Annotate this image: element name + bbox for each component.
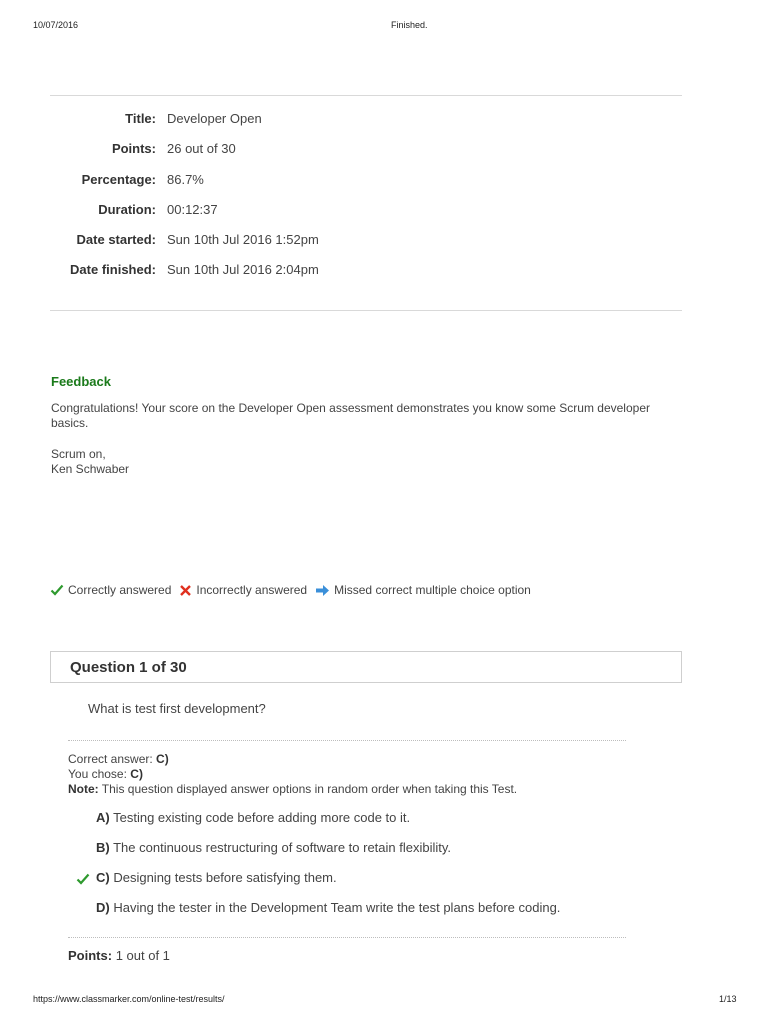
correct-answer-value: C)	[156, 752, 169, 766]
points-value: 1 out of 1	[115, 948, 170, 963]
summary-value: 00:12:37	[167, 202, 218, 217]
legend-missed-label: Missed correct multiple choice option	[334, 583, 531, 597]
answer-option-b	[96, 840, 451, 855]
points-label: Points:	[68, 948, 113, 963]
legend-incorrect-label: Incorrectly answered	[196, 583, 308, 597]
option-key: B)	[96, 840, 110, 855]
page-number: 1/13	[719, 994, 737, 1004]
legend-correct	[50, 583, 171, 597]
summary-row-duration	[50, 202, 650, 222]
summary-label: Date finished:	[70, 262, 156, 277]
option-text: Testing existing code before adding more code to it.	[113, 810, 411, 825]
option-key: C)	[96, 870, 110, 885]
you-chose-line	[68, 767, 143, 781]
option-key: D)	[96, 900, 110, 915]
feedback-body: Congratulations! Your score on the Developer Open assessment demonstrates you know some Scrum developer basics.	[51, 401, 650, 430]
summary-row-points	[50, 141, 650, 161]
arrow-right-icon	[315, 584, 330, 597]
summary-row-percentage	[50, 172, 650, 192]
summary-value: 86.7%	[167, 172, 204, 187]
answer-option-c	[96, 870, 337, 885]
page-url: https://www.classmarker.com/online-test/results/	[33, 994, 225, 1004]
dotted-divider	[68, 937, 626, 938]
dotted-divider	[68, 740, 626, 741]
option-text: Having the tester in the Development Team write the test plans before coding.	[113, 900, 561, 915]
you-chose-label: You chose:	[68, 767, 127, 781]
feedback-signoff: Scrum on,	[51, 447, 106, 461]
answer-option-a	[96, 810, 410, 825]
option-key: A)	[96, 810, 110, 825]
note-label: Note:	[68, 782, 99, 796]
note-line	[68, 782, 517, 796]
summary-value: Sun 10th Jul 2016 2:04pm	[167, 262, 319, 277]
summary-label: Date started:	[76, 232, 156, 247]
answer-legend	[50, 583, 539, 597]
summary-row-title	[50, 111, 650, 131]
legend-missed	[315, 583, 531, 597]
summary-value: Sun 10th Jul 2016 1:52pm	[167, 232, 319, 247]
check-icon	[76, 872, 90, 886]
legend-incorrect	[179, 583, 307, 597]
correct-answer-line	[68, 752, 169, 766]
question-number: Question 1 of 30	[70, 659, 187, 676]
feedback-body-block	[51, 401, 681, 477]
print-date: 10/07/2016	[33, 20, 79, 30]
summary-row-date-started	[50, 232, 650, 252]
question-header	[50, 651, 682, 683]
summary-value: Developer Open	[167, 111, 262, 126]
print-title: Finished.	[391, 20, 428, 30]
summary-label: Percentage:	[81, 172, 156, 187]
option-text: The continuous restructuring of software to retain flexibility.	[113, 840, 452, 855]
summary-label: Title:	[125, 111, 156, 126]
answer-option-d	[96, 900, 560, 915]
check-icon	[50, 583, 64, 597]
cross-icon	[179, 584, 192, 597]
question-text: What is test first development?	[88, 701, 266, 716]
summary-label: Points:	[111, 141, 156, 156]
summary-value: 26 out of 30	[167, 141, 236, 156]
legend-correct-label: Correctly answered	[68, 583, 172, 597]
you-chose-value: C)	[130, 767, 143, 781]
divider-summary	[50, 310, 682, 311]
note-text: This question displayed answer options in random order when taking this Test.	[101, 782, 518, 796]
question-points	[68, 948, 170, 963]
summary-row-date-finished	[50, 262, 650, 282]
summary-label: Duration:	[98, 202, 156, 217]
correct-answer-label: Correct answer:	[68, 752, 153, 766]
feedback-heading: Feedback	[51, 374, 111, 389]
feedback-author: Ken Schwaber	[51, 462, 130, 476]
divider-top	[50, 95, 682, 96]
option-text: Designing tests before satisfying them.	[113, 870, 337, 885]
